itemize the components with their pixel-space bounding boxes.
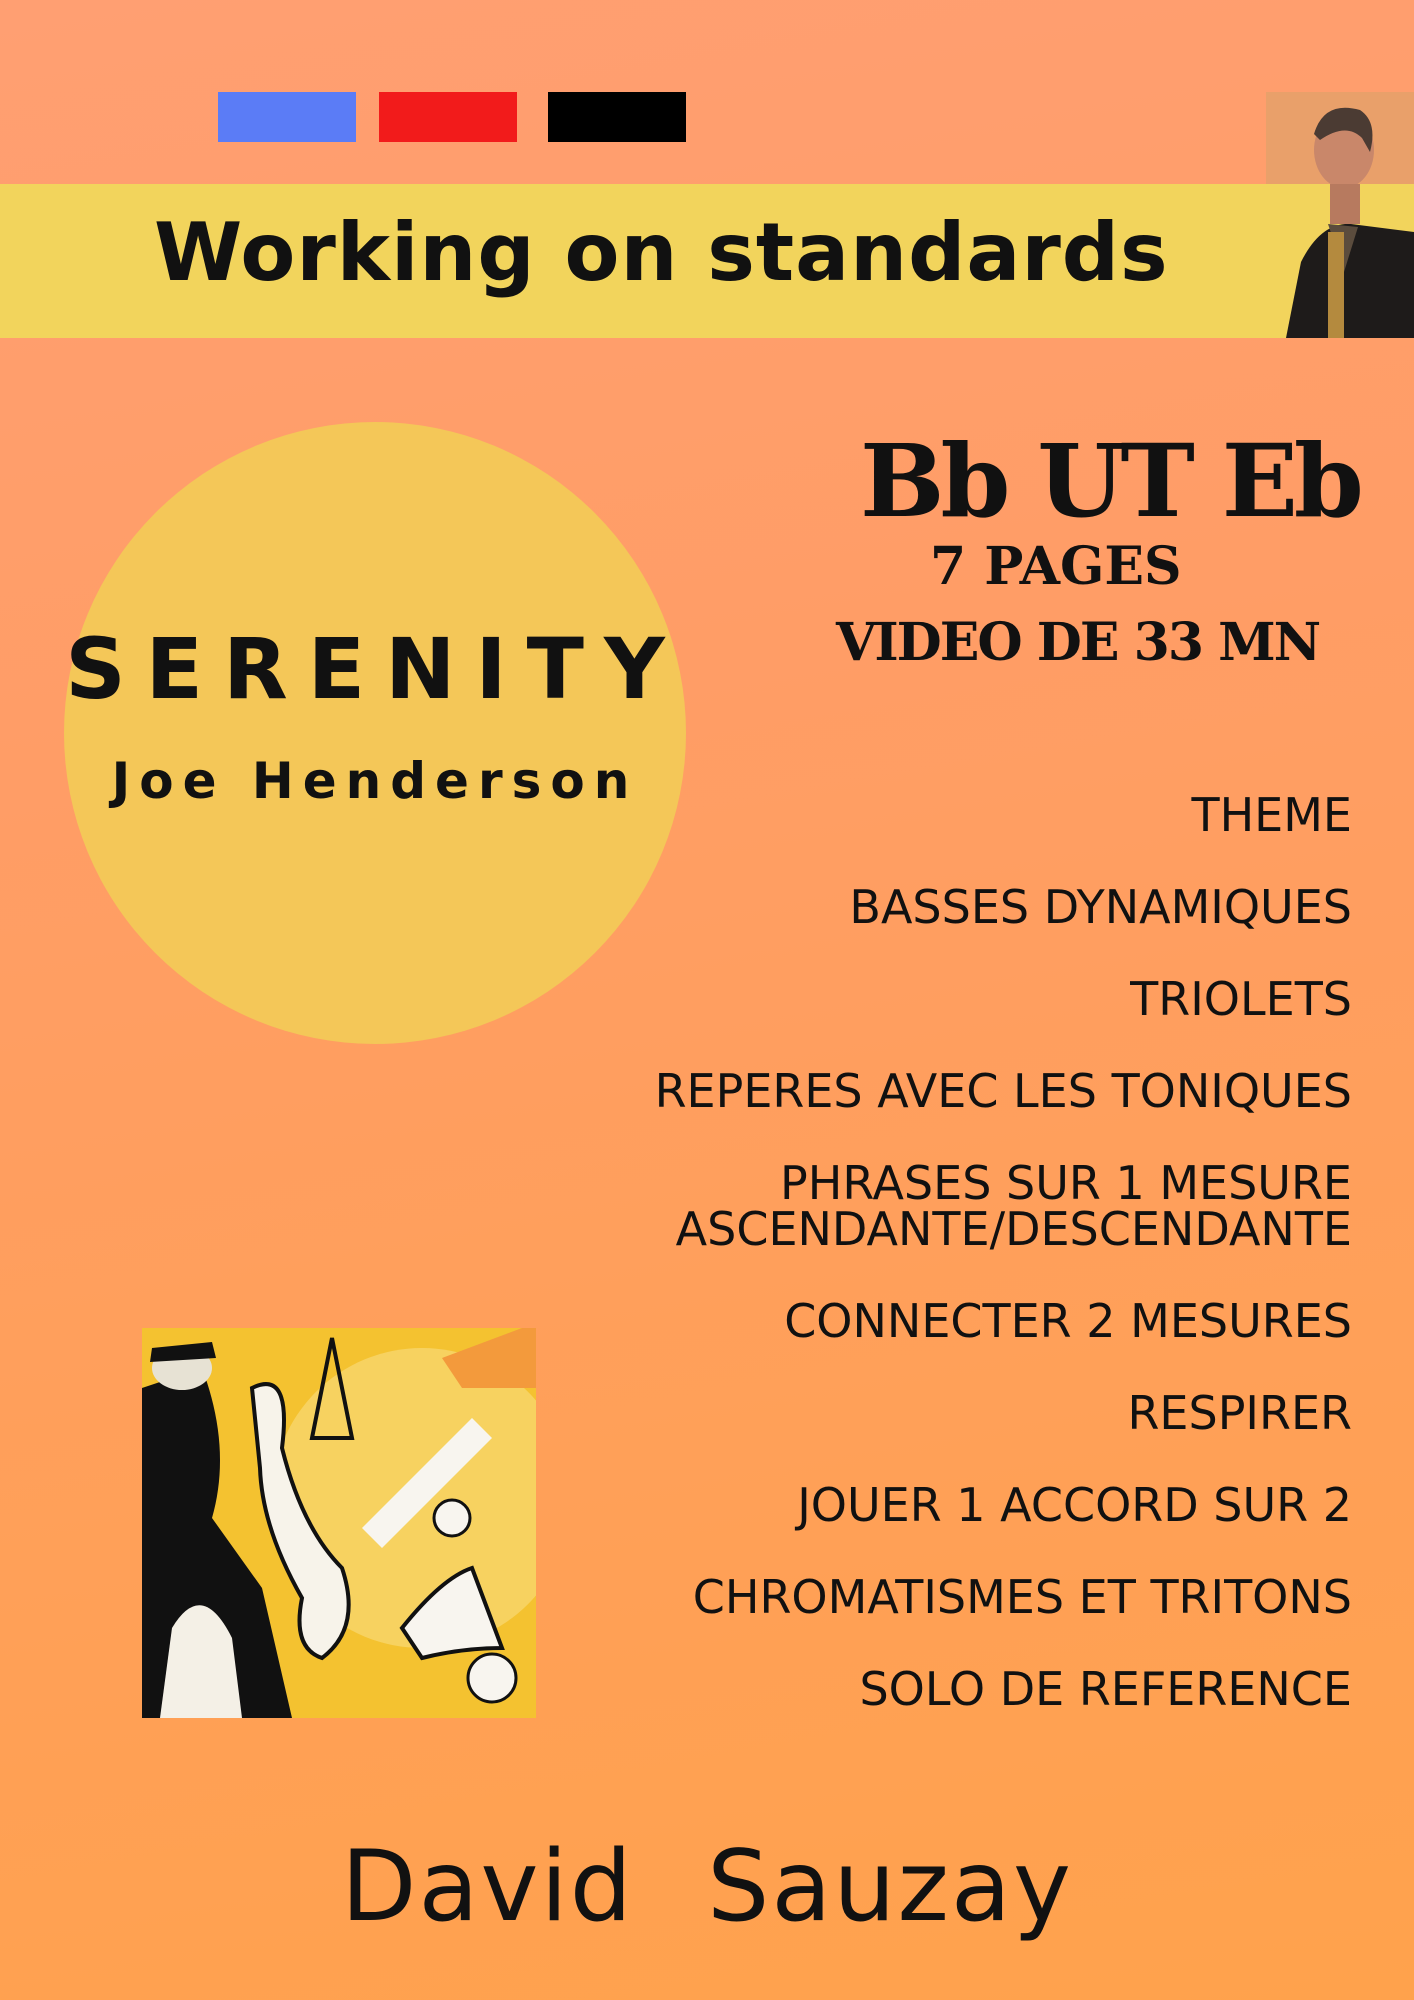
author-name: David Sauzay (341, 1830, 1073, 1944)
topic-item: PHRASES SUR 1 MESURE (780, 1156, 1352, 1210)
topic-item: SOLO DE REFERENCE (859, 1662, 1352, 1716)
black-color-swatch (548, 92, 686, 142)
song-artist: Joe Henderson (111, 752, 639, 810)
topic-item: TRIOLETS (1130, 972, 1352, 1026)
instrument-keys: Bb UT Eb (860, 422, 1360, 540)
topic-item: REPERES AVEC LES TONIQUES (654, 1064, 1352, 1118)
topic-item: JOUER 1 ACCORD SUR 2 (797, 1478, 1352, 1532)
title-circle (64, 422, 686, 1044)
topic-item: CHROMATISMES ET TRITONS (692, 1570, 1352, 1624)
topic-item: RESPIRER (1127, 1386, 1352, 1440)
topic-item: THEME (1191, 788, 1352, 842)
topic-item: ASCENDANTE/DESCENDANTE (675, 1202, 1352, 1256)
video-duration: VIDEO DE 33 MN (836, 612, 1320, 673)
topic-item: BASSES DYNAMIQUES (849, 880, 1352, 934)
page-count: 7 PAGES (930, 536, 1182, 597)
red-color-swatch (379, 92, 517, 142)
topic-item: CONNECTER 2 MESURES (784, 1294, 1352, 1348)
page-title: Working on standards (154, 206, 1169, 299)
song-title: SERENITY (65, 620, 685, 718)
blue-color-swatch (218, 92, 356, 142)
musician-portrait (1266, 92, 1414, 338)
album-cover (142, 1328, 536, 1718)
